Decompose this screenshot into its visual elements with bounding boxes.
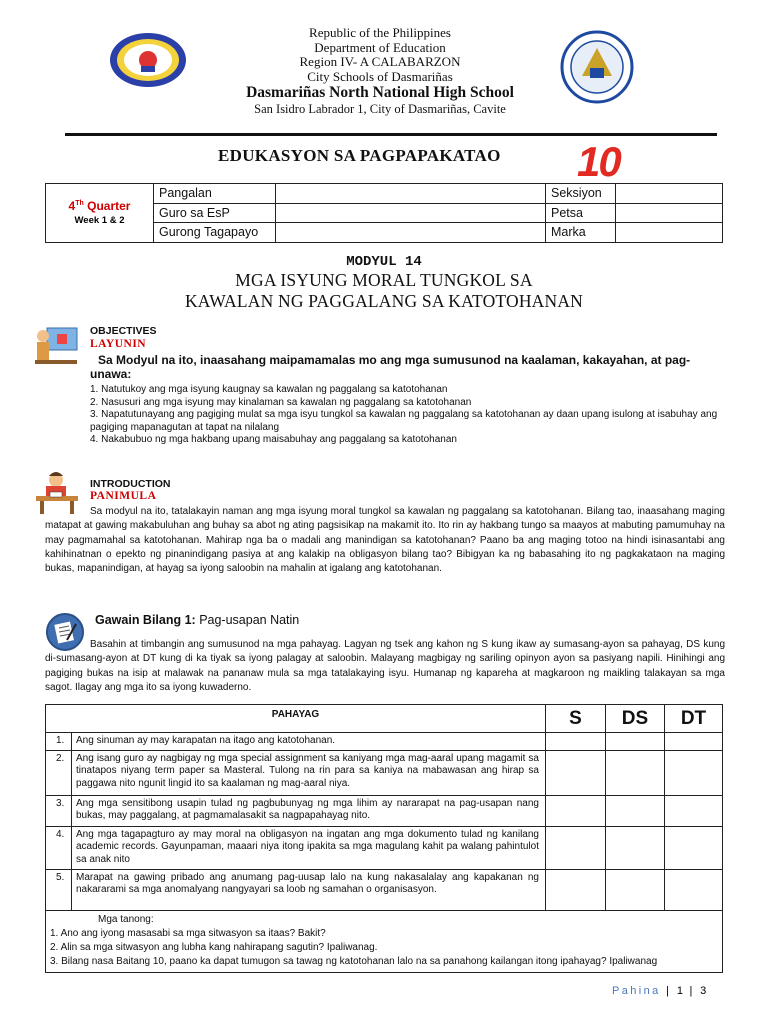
pahayag-table <box>45 704 723 973</box>
check-ds[interactable] <box>606 869 665 910</box>
check-s[interactable] <box>546 795 606 826</box>
name-label: Pangalan <box>154 184 276 204</box>
col-ds: DS <box>606 705 665 733</box>
question-item: 3. Bilang nasa Baitang 10, paano ka dapat tumugon sa tawag ng katotohanan lalo na sa panahong kailangan itong ipahayag? Ipaliwanag <box>50 955 658 967</box>
table-row: 2. Ang isang guro ay nagbigay ng mga special assignment sa kaniyang mga mag-aaral upang magamit sa tinatapos niyang term paper sa Masteral. Tulong na rin para sa kaniya na mabawasan ang hirap sa paggawa nito ngunit lingid ito sa kaalaman ng mag-aaral niya. <box>46 750 723 795</box>
check-ds[interactable] <box>606 795 665 826</box>
col-s: S <box>546 705 606 733</box>
col-dt: DT <box>665 705 723 733</box>
page-total: 3 <box>700 985 708 997</box>
objective-item: 4. Nakabubuo ng mga hakbang upang maisabuhay ang paggalang sa katotohanan <box>90 434 457 445</box>
question-item: 2. Alin sa mga sitwasyon ang lubha kang nahirapang sagutin? Ipaliwanag. <box>50 941 378 953</box>
gawain-title: Gawain Bilang 1: Pag-usapan Natin <box>95 613 300 627</box>
week-label: Week 1 & 2 <box>74 215 125 227</box>
check-dt[interactable] <box>665 750 723 795</box>
table-row: 5. Marapat na gawing pribado ang anumang pag-uusap lalo na kung nakasalalay ang kapakanan ng nakararami sa mga anomalyang nangyayari sa loob ng samahan o organisasyon. <box>46 869 723 910</box>
adviser-field[interactable] <box>276 223 546 243</box>
question-item: 1. Ano ang iyong masasabi sa mga sitwasyon sa itaas? Bakit? <box>50 927 326 939</box>
division-line: City Schools of Dasmariñas <box>307 68 453 84</box>
teacher-board-icon <box>33 322 79 371</box>
questions-row <box>46 910 723 972</box>
check-s[interactable] <box>546 750 606 795</box>
teacher-label: Guro sa EsP <box>154 203 276 223</box>
page-number: 1 <box>676 985 684 997</box>
check-dt[interactable] <box>665 869 723 910</box>
introduction-heading: INTRODUCTION <box>90 478 171 490</box>
check-s[interactable] <box>546 826 606 869</box>
table-row: 4. Ang mga tagapagturo ay may moral na obligasyon na ingatan ang mga dokumento tulad ng kanilang academic records. Gayunpaman, maaari niya itong ipakita sa mga magulang kahit pa walang pahintulot sa anak nito <box>46 826 723 869</box>
check-ds[interactable] <box>606 733 665 751</box>
check-s[interactable] <box>546 869 606 910</box>
school-logo <box>108 30 188 90</box>
section-field[interactable] <box>616 184 723 204</box>
header-divider <box>65 133 717 136</box>
questions-header: Mga tanong: <box>98 913 154 925</box>
introduction-paragraph: Sa modyul na ito, tatalakayin naman ang mga isyung moral tungkol sa kawalan ng paggalang sa katotohanan. Bilang tao, inaasahang maging matapat at gawing makabuluhan ang buhay sa abot ng ating pagsisikap na makamit ito. Ito rin ay hakbang tungo sa maayos at mabuting pamumuhay na may pagmamahal sa katotohanan. Mahirap nga ba o madali ang manindigan sa katotohanan? Paano ba ang maging totoo na hindi isinasantabi ang kahihinatnan o epekto ng pinanindigang pasiya at ang kalakip na obligasyon bilang tao? Bibigyan ka ng babasahing ito ng pagkakataon na maging bukas, mapanindigan, at hayag sa iyong saloobin na mahalin at igalang ang katotohanan. <box>45 506 725 575</box>
objective-item: 3. Napatutunayang ang pagiging mulat sa mga isyu tungkol sa kawalan ng paggalang sa katotohanan ay daan upang isulong at isabuhay ang pagiging mapanagutan at tapat na nilalang <box>90 409 718 433</box>
letterhead <box>180 26 580 116</box>
check-ds[interactable] <box>606 826 665 869</box>
gawain-instructions: Basahin at timbangin ang sumusunod na mga pahayag. Lagyan ng tsek ang kahon ng S kung ikaw ay sumasang-ayon sa pahayag, DS kung di-sumasang-ayon at DT kung di ka tiyak sa iyong palagay at saloobin. Malayang magbigay ng sariling opinyon ayon sa pasiyang napili. Hinihingi ang pagiging bukas na isip at malawak na pananaw mula sa mga tatalakaying isyu. Humanap ng kapareha at magkaroon ng maikling talakayan sa mga sagot. Ilagay ang mga ito sa iyong kuwaderno. <box>45 639 725 693</box>
objectives-list <box>90 384 726 447</box>
check-dt[interactable] <box>665 795 723 826</box>
school-name: Dasmariñas North National High School <box>246 84 514 101</box>
check-dt[interactable] <box>665 733 723 751</box>
module-number: MODYUL 14 <box>346 254 422 270</box>
quarter-cell: 4Th Quarter Week 1 & 2 <box>46 184 154 243</box>
module-title-line2: KAWALAN NG PAGGALANG SA KATOTOHANAN <box>184 291 584 311</box>
date-field[interactable] <box>616 203 723 223</box>
table-row: 3. Ang mga sensitibong usapin tulad ng pagbubunyag ng mga lihim ay nararapat na pag-usapan nang bukas, may paggalang, at pagmamalasakit sa nagpapahayag nito. <box>46 795 723 826</box>
layunin-heading: LAYUNIN <box>90 338 147 350</box>
objective-item: 2. Nasusuri ang mga isyung may kinalaman sa kawalan ng paggalang sa katotohanan <box>90 396 472 408</box>
page-footer: Pahina | 1 | 3 <box>612 985 708 997</box>
page-word: Pahina <box>612 985 667 997</box>
name-field[interactable] <box>276 184 546 204</box>
pahayag-header: PAHAYAG <box>46 705 546 733</box>
table-row: 1. Ang sinuman ay may karapatan na itago ang katotohanan. <box>46 733 723 751</box>
school-address: San Isidro Labrador 1, City of Dasmariñas, Cavite <box>254 102 506 116</box>
module-title-line1: MGA ISYUNG MORAL TUNGKOL SA <box>235 270 533 290</box>
date-label: Petsa <box>546 203 616 223</box>
objective-item: 1. Natutukoy ang mga isyung kaugnay sa kawalan ng paggalang sa katotohanan <box>90 384 448 395</box>
department-line: Department of Education <box>314 39 446 55</box>
grade-field[interactable] <box>616 223 723 243</box>
section-label: Seksiyon <box>546 184 616 204</box>
teacher-field[interactable] <box>276 203 546 223</box>
grade-level: 10 <box>577 138 620 185</box>
student-info-table <box>45 183 723 243</box>
objectives-lead: Sa Modyul na ito, inaasahang maipamamalas mo ang mga sumusunod na kaalaman, kakayahan, at pag-unawa: <box>90 353 691 381</box>
check-ds[interactable] <box>606 750 665 795</box>
check-dt[interactable] <box>665 826 723 869</box>
country-line: Republic of the Philippines <box>309 25 451 40</box>
panimula-heading: PANIMULA <box>90 490 157 502</box>
grade-label: Marka <box>546 223 616 243</box>
subject-title: EDUKASYON SA PAGPAPAKATAO <box>218 146 501 165</box>
adviser-label: Gurong Tagapayo <box>154 223 276 243</box>
check-s[interactable] <box>546 733 606 751</box>
region-line: Region IV- A CALABARZON <box>299 54 461 69</box>
objectives-heading: OBJECTIVES <box>90 325 157 337</box>
